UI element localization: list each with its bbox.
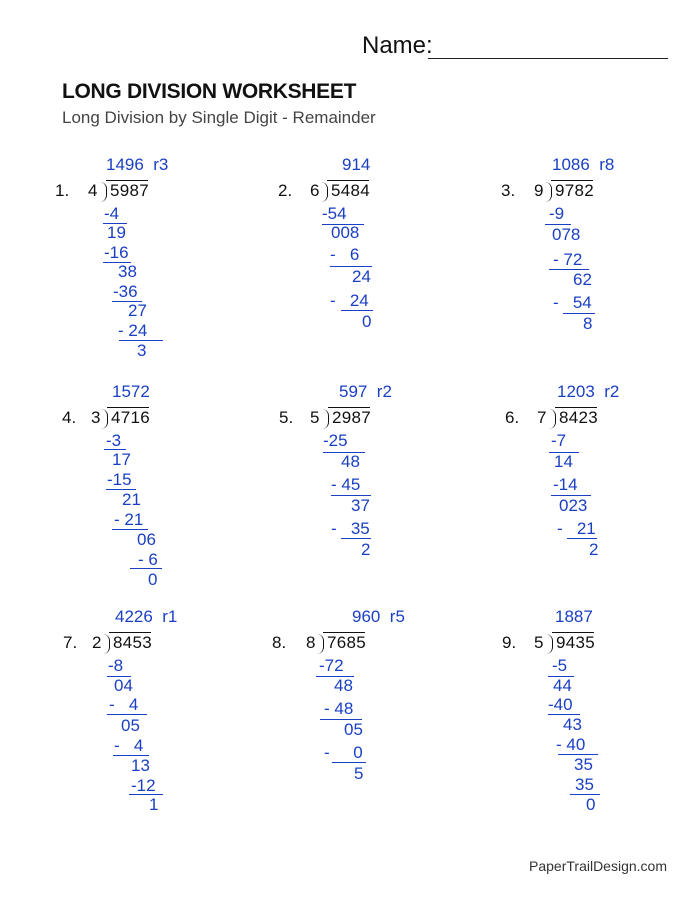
subtraction-line (548, 714, 580, 715)
work-step: 48 (334, 676, 353, 695)
subtraction-line (323, 452, 365, 453)
division-bracket (545, 182, 552, 202)
work-step: 62 (573, 270, 592, 289)
work-step: 1 (149, 795, 159, 814)
dividend: 8453 (113, 633, 153, 652)
work-step: -7 (551, 431, 567, 450)
work-step: 44 (553, 676, 572, 695)
work-step: 21 (122, 490, 141, 509)
quotient-answer: 1086 r8 (552, 155, 615, 174)
work-step: -15 (107, 470, 132, 489)
work-step: 24 (352, 267, 371, 286)
problem-number: 3. (501, 181, 516, 200)
dividend: 5987 (110, 181, 150, 200)
subtraction-line (551, 495, 591, 496)
dividend: 2987 (332, 408, 372, 427)
work-step: 19 (107, 223, 126, 242)
name-line[interactable] (428, 58, 668, 59)
work-step: 04 (114, 676, 133, 695)
work-step: 05 (121, 716, 140, 735)
problem-number: 2. (278, 181, 293, 200)
work-step: -40 (548, 695, 573, 714)
work-step: -3 (106, 431, 122, 450)
work-step: - 4 (114, 736, 144, 755)
problem-number: 6. (505, 408, 520, 427)
worksheet-title: LONG DIVISION WORKSHEET (62, 80, 357, 103)
work-step: -8 (108, 656, 124, 675)
divisor: 5 (310, 408, 320, 427)
subtraction-line (130, 568, 162, 569)
work-step: 0 (586, 795, 596, 814)
work-step: 078 (552, 225, 581, 244)
division-problem (505, 382, 695, 628)
work-step: - 48 (324, 699, 354, 718)
divisor: 8 (306, 633, 316, 652)
work-step: - 0 (324, 743, 363, 762)
footer-credit: PaperTrailDesign.com (529, 858, 667, 874)
division-problem (278, 155, 468, 401)
division-bracket (549, 409, 556, 429)
work-step: - 21 (557, 519, 596, 538)
work-step: -4 (104, 204, 120, 223)
work-step: 17 (112, 450, 131, 469)
work-step: -36 (113, 282, 138, 301)
problem-number: 9. (502, 633, 517, 652)
work-step: -14 (553, 475, 578, 494)
subtraction-line (129, 794, 163, 795)
subtraction-line (341, 538, 371, 539)
division-problem (279, 382, 469, 628)
dividend: 9782 (555, 181, 595, 200)
name-label: Name: (362, 32, 433, 59)
quotient-answer: 1203 r2 (557, 382, 620, 401)
divisor: 6 (310, 181, 320, 200)
subtraction-line (332, 762, 366, 763)
quotient-answer: 960 r5 (352, 607, 405, 626)
subtraction-line (341, 310, 373, 311)
work-step: 35 (574, 755, 593, 774)
divisor: 2 (92, 633, 102, 652)
work-step: 48 (341, 452, 360, 471)
work-step: 8 (583, 314, 593, 333)
quotient-answer: 1496 r3 (106, 155, 169, 174)
subtraction-line (549, 452, 579, 453)
work-step: - 4 (109, 695, 139, 714)
problem-number: 1. (55, 181, 70, 200)
work-step: 5 (354, 764, 364, 783)
problem-number: 4. (62, 408, 77, 427)
work-step: -16 (104, 243, 129, 262)
work-step: 13 (131, 756, 150, 775)
subtraction-line (331, 495, 371, 496)
subtraction-line (563, 313, 595, 314)
work-step: - 35 (331, 519, 370, 538)
subtraction-line (107, 676, 131, 677)
quotient-answer: 4226 r1 (115, 607, 178, 626)
division-problem (63, 607, 253, 853)
work-step: - 21 (114, 510, 144, 529)
divisor: 9 (534, 181, 544, 200)
subtraction-line (112, 529, 148, 530)
work-step: -54 (322, 204, 347, 223)
subtraction-line (104, 449, 126, 450)
subtraction-line (106, 489, 136, 490)
division-bracket (321, 182, 328, 202)
work-step: 43 (563, 715, 582, 734)
problem-number: 8. (272, 633, 287, 652)
division-problem (55, 155, 245, 401)
division-problem (272, 607, 462, 853)
subtraction-line (320, 719, 362, 720)
dividend: 8423 (559, 408, 599, 427)
work-step: - 6 (138, 550, 158, 569)
subtraction-line (112, 301, 142, 302)
subtraction-line (330, 266, 372, 267)
divisor: 4 (88, 181, 98, 200)
work-step: 14 (554, 452, 573, 471)
dividend: 4716 (111, 408, 151, 427)
work-step: -25 (323, 431, 348, 450)
divisor: 3 (91, 408, 101, 427)
work-step: 27 (128, 301, 147, 320)
work-step: - 54 (553, 293, 592, 312)
subtraction-line (322, 224, 364, 225)
division-bracket (546, 634, 553, 654)
work-step: 0 (148, 570, 158, 589)
division-problem (62, 382, 252, 628)
work-step: -72 (319, 656, 344, 675)
division-bracket (101, 409, 108, 429)
subtraction-line (570, 794, 600, 795)
division-bracket (317, 634, 324, 654)
division-bracket (322, 409, 329, 429)
subtraction-line (548, 676, 574, 677)
division-bracket (103, 634, 110, 654)
work-step: - 24 (330, 291, 369, 310)
work-step: 023 (559, 496, 588, 515)
subtraction-line (558, 754, 598, 755)
quotient-answer: 914 (342, 155, 371, 174)
division-bracket (100, 182, 107, 202)
quotient-answer: 597 r2 (339, 382, 392, 401)
work-step: -5 (552, 656, 568, 675)
subtraction-line (103, 223, 127, 224)
work-step: 2 (589, 540, 599, 559)
subtraction-line (113, 755, 149, 756)
subtraction-line (545, 224, 571, 225)
work-step: - 40 (556, 735, 586, 754)
work-step: -9 (549, 204, 565, 223)
subtraction-line (549, 269, 589, 270)
division-problem (501, 155, 691, 401)
work-step: 008 (331, 223, 360, 242)
work-step: 0 (362, 312, 372, 331)
work-step: 3 (137, 341, 147, 360)
subtraction-line (567, 538, 597, 539)
divisor: 5 (534, 633, 544, 652)
work-step: 05 (344, 720, 363, 739)
problem-number: 5. (279, 408, 294, 427)
work-step: 2 (361, 540, 371, 559)
work-step: - 72 (553, 250, 583, 269)
work-step: 37 (351, 496, 370, 515)
subtraction-line (119, 340, 163, 341)
work-step: 38 (118, 262, 137, 281)
quotient-answer: 1572 (112, 382, 150, 401)
work-step: - 6 (330, 245, 360, 264)
division-problem (502, 607, 692, 853)
work-step: 35 (575, 775, 594, 794)
work-step: 06 (137, 530, 156, 549)
dividend: 7685 (327, 633, 367, 652)
problem-number: 7. (63, 633, 78, 652)
divisor: 7 (537, 408, 547, 427)
work-step: - 45 (331, 475, 361, 494)
worksheet-subtitle: Long Division by Single Digit - Remainder (62, 108, 376, 127)
work-step: - 24 (118, 321, 148, 340)
subtraction-line (107, 714, 147, 715)
dividend: 5484 (331, 181, 371, 200)
subtraction-line (316, 676, 354, 677)
quotient-answer: 1887 (555, 607, 593, 626)
subtraction-line (103, 262, 131, 263)
work-step: -12 (131, 776, 156, 795)
dividend: 9435 (556, 633, 596, 652)
